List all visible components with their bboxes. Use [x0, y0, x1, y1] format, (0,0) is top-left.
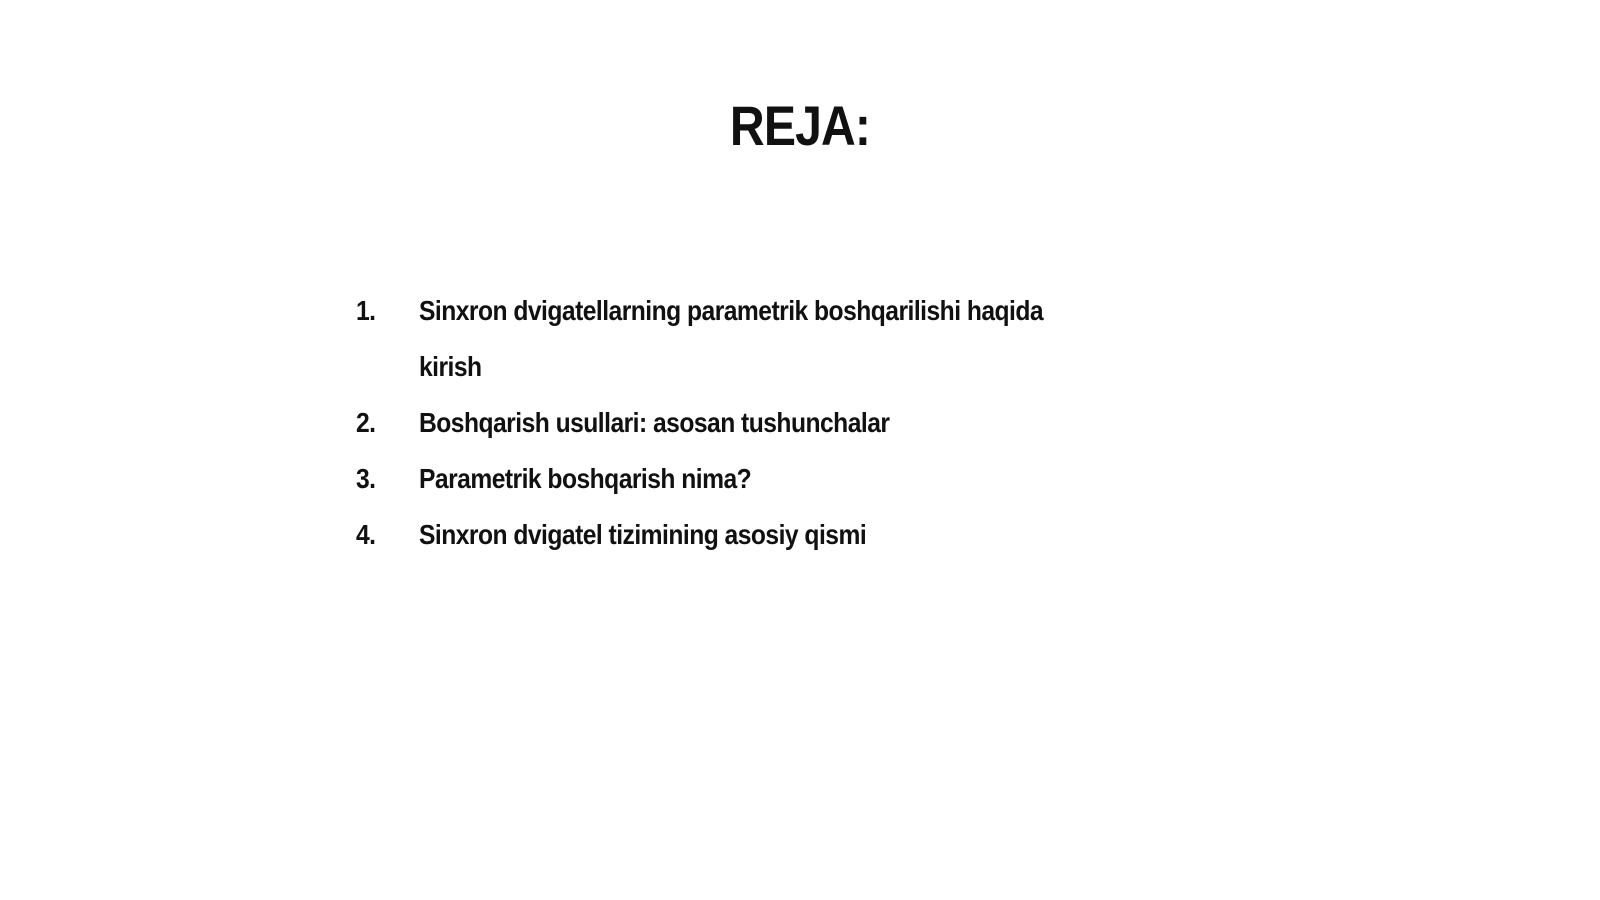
list-item [356, 451, 1136, 507]
list-item-text: Parametrik boshqarish nima? [419, 463, 752, 494]
list-item-text: Boshqarish usullari: asosan tushunchalar [419, 407, 890, 438]
list-item-text: Sinxron dvigatellarning parametrik boshqarilishi haqida kirish [419, 295, 1044, 382]
list-item-number: 4. [356, 519, 376, 550]
plan-list [356, 283, 1136, 563]
list-item [356, 507, 1136, 563]
list-item-number: 3. [356, 463, 376, 494]
list-item-number: 1. [356, 295, 376, 326]
list-item-number: 2. [356, 407, 376, 438]
slide-title: REJA: [729, 94, 871, 157]
list-item-text: Sinxron dvigatel tizimining asosiy qismi [419, 519, 867, 550]
list-item [356, 395, 1136, 451]
list-item [356, 283, 1136, 395]
